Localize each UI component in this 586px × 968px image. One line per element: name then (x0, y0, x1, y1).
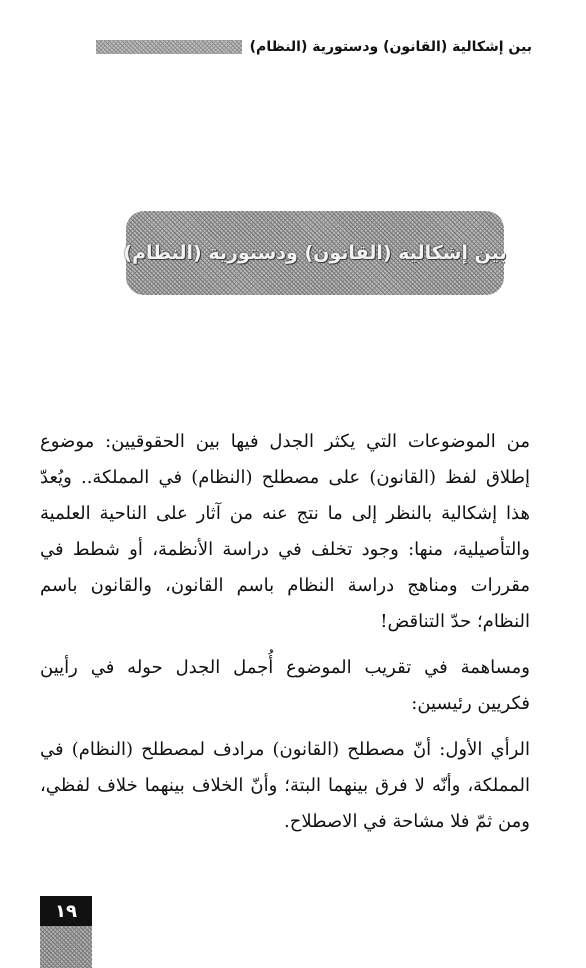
page-number: ١٩ (40, 896, 92, 926)
chapter-title: بين إشكالية (القانون) ودستورية (النظام) (123, 242, 507, 264)
running-title: بين إشكالية (القانون) ودستورية (النظام) (249, 39, 532, 55)
body-text (40, 424, 530, 840)
header-decorative-bar (96, 40, 242, 54)
chapter-title-banner (123, 211, 507, 295)
paragraph-contribution: ومساهمة في تقريب الموضوع أُجمل الجدل حوله في رأيين فكريين رئيسين: (40, 657, 530, 714)
page-number-box (40, 896, 92, 968)
paragraph-intro: من الموضوعات التي يكثر الجدل فيها بين الحقوقيين: موضوع إطلاق لفظ (القانون) على مصطلح (النظام) في المملكة.. ويُعدّ هذا إشكالية بالنظر إلى ما نتج عنه من آثار على الناحية العلمية والتأصيلية، منها: وجود تخلف في دراسة الأنظمة، أو شطط في مقررات ومناهج دراسة النظام باسم القانون، والقانون باسم النظام؛ حدّ التناقض! (40, 431, 530, 632)
running-header (96, 36, 532, 58)
paragraph-first-opinion: الرأي الأول: أنّ مصطلح (القانون) مرادف لمصطلح (النظام) في المملكة، وأنّه لا فرق بينهما البتة؛ وأنّ الخلاف بينهما خلاف لفظي، ومن ثمّ فلا مشاحة في الاصطلاح. (40, 739, 530, 832)
